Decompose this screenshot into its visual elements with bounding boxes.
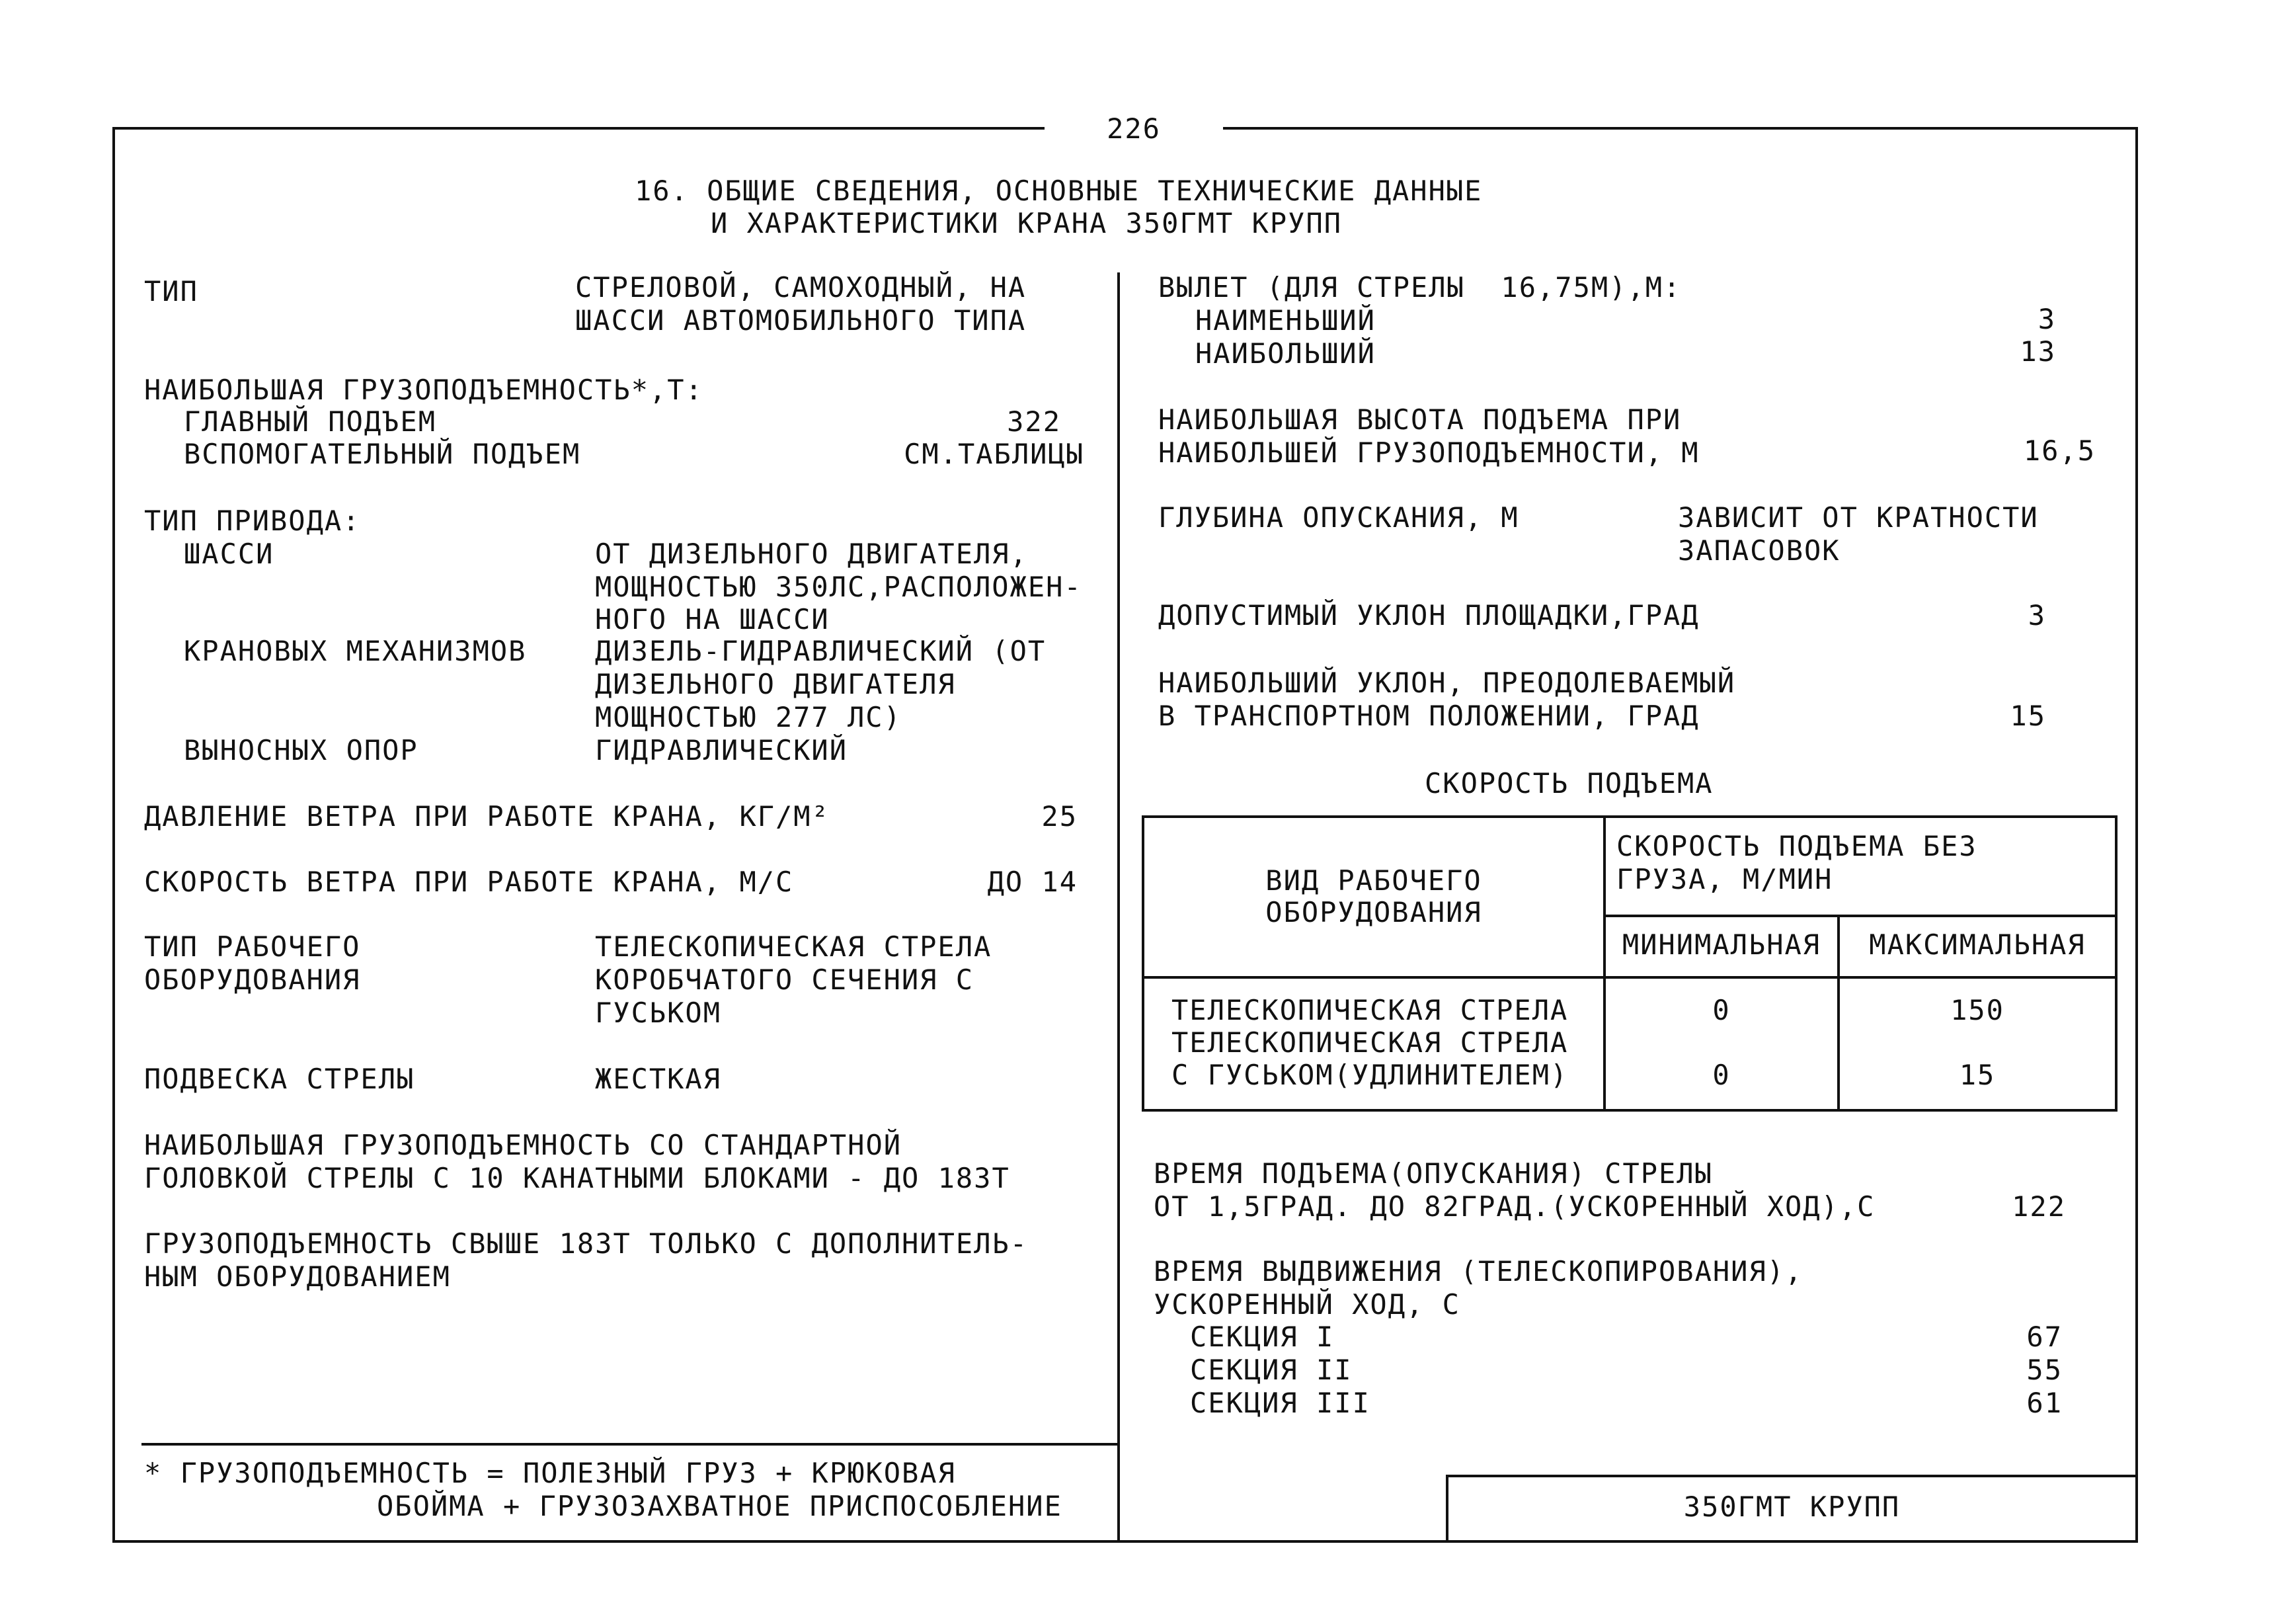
title-line-1: 16. ОБЩИЕ СВЕДЕНИЯ, ОСНОВНЫЕ ТЕХНИЧЕСКИЕ ДАННЫЕ: [635, 175, 1483, 207]
max-slope-label-2: В ТРАНСПОРТНОМ ПОЛОЖЕНИИ, ГРАД: [1158, 700, 1700, 732]
equip-value-2: КОРОБЧАТОГО СЕЧЕНИЯ С: [595, 963, 974, 996]
section-1-value: 67: [2026, 1321, 2063, 1353]
telescope-label-1: ВРЕМЯ ВЫДВИЖЕНИЯ (ТЕЛЕСКОПИРОВАНИЯ),: [1154, 1255, 1803, 1288]
telescope-label-2: УСКОРЕННЫЙ ХОД, С: [1154, 1288, 1460, 1321]
drive-label: ТИП ПРИВОДА:: [144, 505, 361, 537]
height-value: 16,5: [2023, 434, 2096, 467]
table-header-rule: [1142, 976, 2118, 979]
title-line-2: И ХАРАКТЕРИСТИКИ КРАНА 350ГМТ КРУПП: [711, 207, 1343, 239]
capacity-label: НАИБОЛЬШАЯ ГРУЗОПОДЪЕМНОСТЬ*,Т:: [144, 374, 703, 406]
equip-label-1: ТИП РАБОЧЕГО: [144, 930, 361, 963]
table-header-speed-2: ГРУЗА, М/МИН: [1616, 863, 1833, 895]
table-row-1-max: 150: [1950, 994, 2004, 1026]
height-label-2: НАИБОЛЬШЕЙ ГРУЗОПОДЪЕМНОСТИ, М: [1158, 436, 1700, 469]
section-2-value: 55: [2026, 1354, 2063, 1386]
std-head-note-1: НАИБОЛЬШАЯ ГРУЗОПОДЪЕМНОСТЬ СО СТАНДАРТНОЙ: [144, 1129, 902, 1161]
equip-value-1: ТЕЛЕСКОПИЧЕСКАЯ СТРЕЛА: [595, 930, 992, 963]
section-1-label: СЕКЦИЯ I: [1190, 1321, 1335, 1353]
table-row-2-equipment-1: ТЕЛЕСКОПИЧЕСКАЯ СТРЕЛА: [1171, 1026, 1569, 1059]
reach-label: ВЫЛЕТ (ДЛЯ СТРЕЛЫ 16,75М),М:: [1158, 271, 1682, 304]
max-slope-value: 15: [2010, 700, 2046, 732]
reach-min-label: НАИМЕНЬШИЙ: [1195, 304, 1376, 337]
footnote-line-2: ОБОЙМА + ГРУЗОЗАХВАТНОЕ ПРИСПОСОБЛЕНИЕ: [377, 1490, 1062, 1522]
crane-mech-value-2: ДИЗЕЛЬНОГО ДВИГАТЕЛЯ: [595, 668, 956, 700]
section-3-value: 61: [2026, 1387, 2063, 1419]
main-hoist-value: 322: [1007, 405, 1061, 438]
outrigger-value: ГИДРАВЛИЧЕСКИЙ: [595, 734, 848, 766]
table-row-2-max: 15: [1959, 1059, 1996, 1091]
chassis-value-2: МОЩНОСТЬЮ 350ЛС,РАСПОЛОЖЕН-: [595, 571, 1082, 603]
crane-mech-value-1: ДИЗЕЛЬ-ГИДРАВЛИЧЕСКИЙ (ОТ: [595, 635, 1047, 667]
table-row-1-min: 0: [1712, 994, 1731, 1026]
extra-equip-note-1: ГРУЗОПОДЪЕМНОСТЬ СВЫШЕ 183Т ТОЛЬКО С ДОПОЛНИТЕЛЬ-: [144, 1227, 1029, 1260]
depth-value-2: ЗАПАСОВОК: [1678, 534, 1841, 567]
footnote-line-1: * ГРУЗОПОДЪЕМНОСТЬ = ПОЛЕЗНЫЙ ГРУЗ + КРЮКОВАЯ: [144, 1457, 956, 1489]
equip-label-2: ОБОРУДОВАНИЯ: [144, 963, 361, 996]
column-divider: [1117, 272, 1120, 1543]
wind-speed-value: ДО 14: [987, 866, 1078, 898]
crane-mech-label: КРАНОВЫХ МЕХАНИЗМОВ: [184, 635, 527, 667]
table-row-2-min: 0: [1712, 1059, 1731, 1091]
type-label: ТИП: [144, 275, 198, 307]
slope-value: 3: [2028, 599, 2046, 632]
max-slope-label-1: НАИБОЛЬШИЙ УКЛОН, ПРЕОДОЛЕВАЕМЫЙ: [1158, 667, 1736, 699]
wind-pressure-label: ДАВЛЕНИЕ ВЕТРА ПРИ РАБОТЕ КРАНА, КГ/М²: [144, 800, 830, 833]
height-label-1: НАИБОЛЬШАЯ ВЫСОТА ПОДЪЕМА ПРИ: [1158, 403, 1682, 436]
reach-min-value: 3: [2038, 303, 2056, 335]
page-number: 226: [1045, 112, 1223, 145]
wind-speed-label: СКОРОСТЬ ВЕТРА ПРИ РАБОТЕ КРАНА, М/С: [144, 866, 794, 898]
stamp-text: 350ГМТ КРУПП: [1683, 1491, 1901, 1523]
footnote-rule: [141, 1443, 1119, 1446]
outrigger-label: ВЫНОСНЫХ ОПОР: [184, 734, 418, 766]
table-row-1-equipment: ТЕЛЕСКОПИЧЕСКАЯ СТРЕЛА: [1171, 994, 1569, 1026]
crane-mech-value-3: МОЩНОСТЬЮ 277 ЛС): [595, 701, 902, 733]
section-3-label: СЕКЦИЯ III: [1190, 1387, 1370, 1419]
depth-value-1: ЗАВИСИТ ОТ КРАТНОСТИ: [1678, 501, 2039, 534]
reach-max-label: НАИБОЛЬШИЙ: [1195, 337, 1376, 370]
table-header-equipment-2: ОБОРУДОВАНИЯ: [1265, 896, 1482, 928]
chassis-value-1: ОТ ДИЗЕЛЬНОГО ДВИГАТЕЛЯ,: [595, 538, 1028, 570]
suspension-label: ПОДВЕСКА СТРЕЛЫ: [144, 1063, 415, 1095]
boom-time-label-1: ВРЕМЯ ПОДЪЕМА(ОПУСКАНИЯ) СТРЕЛЫ: [1154, 1157, 1713, 1190]
main-hoist-label: ГЛАВНЫЙ ПОДЪЕМ: [184, 405, 437, 438]
boom-time-value: 122: [2012, 1190, 2066, 1223]
aux-hoist-label: ВСПОМОГАТЕЛЬНЫЙ ПОДЪЕМ: [184, 438, 581, 470]
section-2-label: СЕКЦИЯ II: [1190, 1354, 1353, 1386]
table-subheader-rule: [1603, 915, 2118, 917]
speed-table-caption: СКОРОСТЬ ПОДЪЕМА: [1425, 767, 1714, 799]
aux-hoist-value: СМ.ТАБЛИЦЫ: [904, 438, 1084, 470]
suspension-value: ЖЕСТКАЯ: [595, 1063, 722, 1095]
std-head-note-2: ГОЛОВКОЙ СТРЕЛЫ С 10 КАНАТНЫМИ БЛОКАМИ - ДО 183Т: [144, 1162, 1010, 1194]
extra-equip-note-2: НЫМ ОБОРУДОВАНИЕМ: [144, 1260, 451, 1293]
type-value-1: СТРЕЛОВОЙ, САМОХОДНЫЙ, НА: [575, 271, 1027, 304]
table-row-2-equipment-2: С ГУСЬКОМ(УДЛИНИТЕЛЕМ): [1171, 1059, 1569, 1091]
boom-time-label-2: ОТ 1,5ГРАД. ДО 82ГРАД.(УСКОРЕННЫЙ ХОД),С: [1154, 1190, 1876, 1223]
type-value-2: ШАССИ АВТОМОБИЛЬНОГО ТИПА: [575, 304, 1027, 337]
table-header-max: МАКСИМАЛЬНАЯ: [1869, 928, 2086, 961]
slope-label: ДОПУСТИМЫЙ УКЛОН ПЛОЩАДКИ,ГРАД: [1158, 599, 1700, 632]
chassis-value-3: НОГО НА ШАССИ: [595, 603, 830, 635]
wind-pressure-value: 25: [1041, 800, 1078, 833]
depth-label: ГЛУБИНА ОПУСКАНИЯ, М: [1158, 501, 1519, 534]
table-header-speed-1: СКОРОСТЬ ПОДЪЕМА БЕЗ: [1616, 830, 1977, 862]
table-header-equipment-1: ВИД РАБОЧЕГО: [1265, 864, 1482, 897]
equip-value-3: ГУСЬКОМ: [595, 997, 722, 1029]
reach-max-value: 13: [2020, 335, 2056, 368]
chassis-label: ШАССИ: [184, 538, 274, 570]
table-header-min: МИНИМАЛЬНАЯ: [1622, 928, 1821, 961]
